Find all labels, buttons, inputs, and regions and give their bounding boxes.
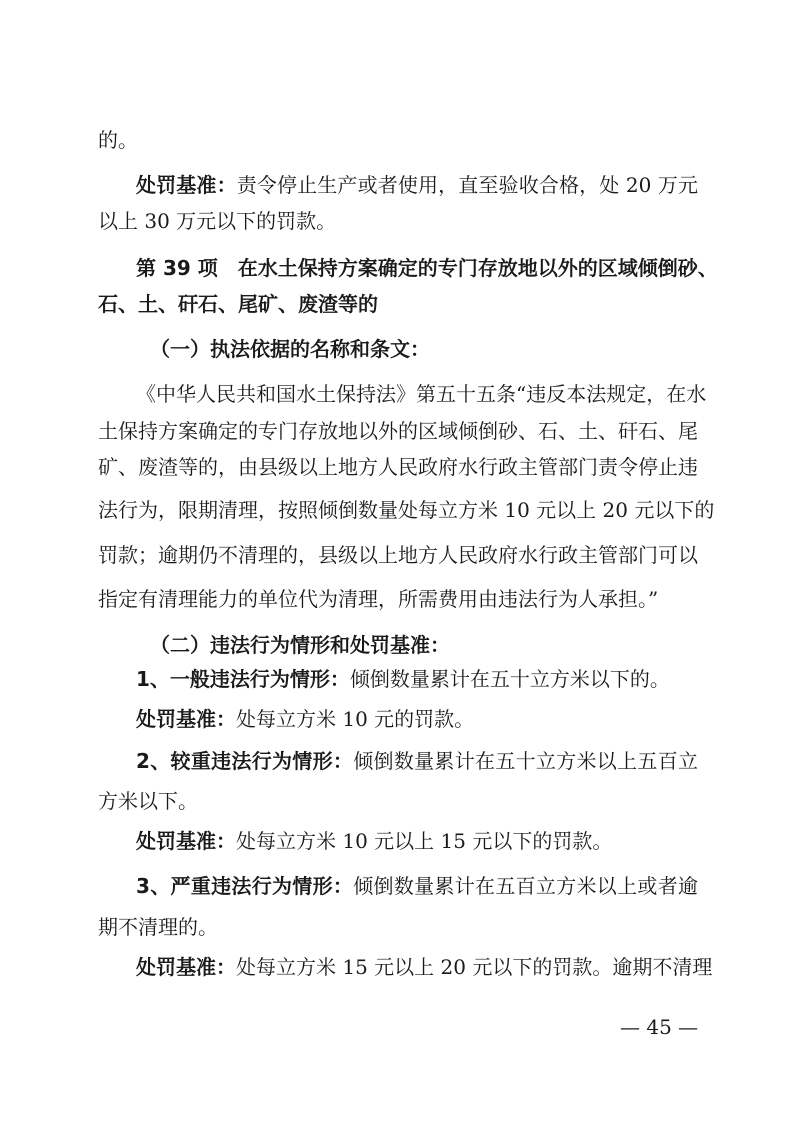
text-line: 以上 30 万元以下的罚款。 bbox=[98, 209, 337, 233]
case-text-continued: 方米以下。 bbox=[98, 789, 198, 813]
case-line bbox=[136, 871, 698, 901]
penalty-text: 处每立方米 10 元的罚款。 bbox=[236, 707, 475, 731]
penalty-line bbox=[136, 952, 713, 982]
section-heading: （一）执法依据的名称和条文： bbox=[150, 337, 430, 361]
case-line bbox=[136, 746, 698, 776]
penalty-text: 处每立方米 15 元以上 20 元以下的罚款。逾期不清理 bbox=[236, 955, 713, 979]
law-text-line: 《中华人民共和国水土保持法》第五十五条“违反本法规定，在水 bbox=[136, 382, 707, 406]
penalty-line bbox=[136, 826, 698, 856]
law-text-line: 矿、废渣等的，由县级以上地方人民政府水行政主管部门责令停止违 bbox=[98, 455, 698, 479]
text-line: 的。 bbox=[98, 128, 138, 152]
penalty-text: 处每立方米 10 元以上 15 元以下的罚款。 bbox=[236, 829, 613, 853]
case-text-continued: 期不清理的。 bbox=[98, 915, 218, 939]
case-text: 倾倒数量累计在五百立方米以上或者逾 bbox=[353, 874, 699, 898]
penalty-line bbox=[136, 704, 698, 734]
section-heading: （二）违法行为情形和处罚基准： bbox=[150, 633, 450, 657]
item-heading-continued: 石、土、矸石、尾矿、废渣等的 bbox=[98, 292, 378, 316]
penalty-label: 处罚基准： bbox=[136, 829, 236, 853]
case-label: 1、一般违法行为情形： bbox=[136, 667, 350, 691]
penalty-label: 处罚基准： bbox=[136, 173, 237, 197]
penalty-paragraph bbox=[136, 170, 698, 200]
law-text-line: 土保持方案确定的专门存放地以外的区域倾倒砂、石、土、矸石、尾 bbox=[98, 419, 698, 443]
case-text: 倾倒数量累计在五十立方米以上五百立 bbox=[353, 749, 699, 773]
page-number: — 45 — bbox=[620, 1015, 699, 1039]
law-text-line: 指定有清理能力的单位代为清理，所需费用由违法行为人承担。” bbox=[98, 587, 659, 611]
item-heading: 第 39 项 在水土保持方案确定的专门存放地以外的区域倾倒砂、 bbox=[136, 256, 718, 280]
case-line bbox=[136, 664, 698, 694]
penalty-label: 处罚基准： bbox=[136, 955, 236, 979]
penalty-text: 责令停止生产或者使用，直至验收合格，处 20 万元 bbox=[236, 173, 699, 197]
case-label: 3、严重违法行为情形： bbox=[136, 874, 354, 898]
case-label: 2、较重违法行为情形： bbox=[136, 749, 354, 773]
law-text-line: 法行为，限期清理，按照倾倒数量处每立方米 10 元以上 20 元以下的 bbox=[98, 498, 715, 522]
law-text-line: 罚款；逾期仍不清理的，县级以上地方人民政府水行政主管部门可以 bbox=[98, 543, 698, 567]
penalty-label: 处罚基准： bbox=[136, 707, 236, 731]
case-text: 倾倒数量累计在五十立方米以下的。 bbox=[349, 667, 670, 691]
